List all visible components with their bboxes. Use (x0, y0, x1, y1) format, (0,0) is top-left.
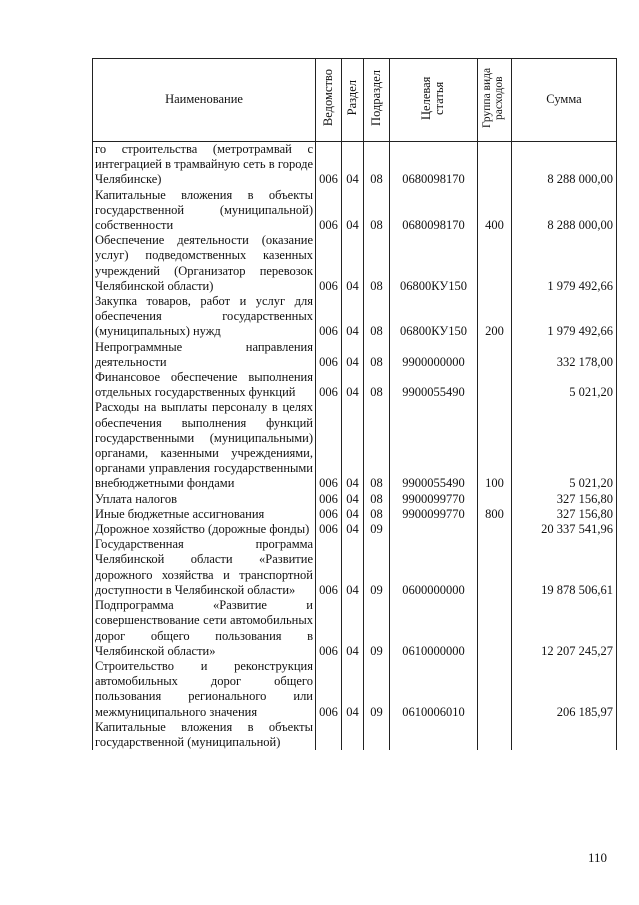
cell-name: Закупка товаров, работ и услуг для обеспечения государственных (муниципальных) нужд (93, 294, 316, 340)
cell-name: Расходы на выплаты персоналу в целях обеспечения выполнения функций государственными (муниципальными) органами, казенными учреждениями, органами управления государственными внебюджетными фондами (93, 400, 316, 491)
cell-sec: 04 (342, 400, 364, 491)
cell-name: Капитальные вложения в объекты государственной (муниципальной) (93, 720, 316, 750)
cell-target: 0610006010 (390, 659, 478, 720)
cell-grp: 800 (478, 507, 512, 522)
cell-dept: 006 (316, 507, 342, 522)
cell-sub: 08 (364, 370, 390, 400)
cell-name: Непрограммные направления деятельности (93, 340, 316, 370)
cell-name: Подпрограмма «Развитие и совершенствование сети автомобильных дорог общего пользования в Челябинской области» (93, 598, 316, 659)
cell-sub: 08 (364, 400, 390, 491)
cell-sec (342, 720, 364, 750)
cell-amount: 20 337 541,96 (512, 522, 617, 537)
cell-name: го строительства (метротрамвай с интеграцией в трамвайную сеть в городе Челябинске) (93, 142, 316, 188)
cell-target: 9900000000 (390, 340, 478, 370)
cell-amount: 1 979 492,66 (512, 233, 617, 294)
cell-sub: 09 (364, 659, 390, 720)
cell-sub: 08 (364, 492, 390, 507)
cell-grp (478, 233, 512, 294)
header-expense-group: Группа вида расходов (478, 59, 512, 142)
cell-target: 0610000000 (390, 598, 478, 659)
page-number: 110 (588, 850, 608, 865)
cell-target: 9900055490 (390, 400, 478, 491)
header-dept: Ведомство (316, 59, 342, 142)
cell-sec: 04 (342, 142, 364, 188)
cell-sub (364, 720, 390, 750)
header-target: Целевая статья (390, 59, 478, 142)
cell-name: Дорожное хозяйство (дорожные фонды) (93, 522, 316, 537)
cell-target: 9900055490 (390, 370, 478, 400)
header-subsection: Подраздел (364, 59, 390, 142)
cell-grp (478, 720, 512, 750)
cell-grp (478, 659, 512, 720)
cell-dept: 006 (316, 340, 342, 370)
cell-grp (478, 340, 512, 370)
table-row (93, 720, 617, 750)
cell-dept: 006 (316, 294, 342, 340)
cell-dept: 006 (316, 233, 342, 294)
cell-dept: 006 (316, 537, 342, 598)
cell-target: 06800КУ150 (390, 233, 478, 294)
cell-sub: 08 (364, 233, 390, 294)
header-name: Наименование (93, 59, 316, 142)
cell-name: Обеспечение деятельности (оказание услуг) подведомственных казенных учреждений (Организатор перевозок Челябинской области) (93, 233, 316, 294)
budget-table (92, 58, 617, 750)
cell-amount: 5 021,20 (512, 370, 617, 400)
cell-name: Финансовое обеспечение выполнения отдельных государственных функций (93, 370, 316, 400)
cell-name: Уплата налогов (93, 492, 316, 507)
cell-amount: 8 288 000,00 (512, 142, 617, 188)
cell-grp (478, 537, 512, 598)
cell-dept: 006 (316, 188, 342, 234)
cell-amount: 5 021,20 (512, 400, 617, 491)
table-row (93, 370, 617, 400)
cell-name: Государственная программа Челябинской области «Развитие дорожного хозяйства и транспортной доступности в Челябинской области» (93, 537, 316, 598)
table-row (93, 142, 617, 188)
cell-grp: 400 (478, 188, 512, 234)
cell-amount (512, 720, 617, 750)
cell-sub: 09 (364, 598, 390, 659)
cell-sec: 04 (342, 659, 364, 720)
cell-sub: 09 (364, 522, 390, 537)
cell-sec: 04 (342, 507, 364, 522)
cell-sec: 04 (342, 188, 364, 234)
table-row (93, 659, 617, 720)
cell-target: 0680098170 (390, 142, 478, 188)
cell-target: 06800КУ150 (390, 294, 478, 340)
cell-sec: 04 (342, 598, 364, 659)
cell-target (390, 522, 478, 537)
cell-sub: 08 (364, 142, 390, 188)
cell-sec: 04 (342, 537, 364, 598)
table-row (93, 400, 617, 491)
cell-grp (478, 598, 512, 659)
cell-target: 9900099770 (390, 492, 478, 507)
cell-dept: 006 (316, 659, 342, 720)
header-amount: Сумма (512, 59, 617, 142)
cell-amount: 206 185,97 (512, 659, 617, 720)
cell-amount: 1 979 492,66 (512, 294, 617, 340)
cell-sub: 08 (364, 340, 390, 370)
table-row (93, 598, 617, 659)
cell-sec: 04 (342, 294, 364, 340)
table-header-row (93, 59, 617, 142)
header-section: Раздел (342, 59, 364, 142)
cell-grp (478, 142, 512, 188)
cell-grp: 200 (478, 294, 512, 340)
cell-dept: 006 (316, 142, 342, 188)
cell-target (390, 720, 478, 750)
cell-sub: 08 (364, 507, 390, 522)
cell-sub: 08 (364, 188, 390, 234)
cell-name: Капитальные вложения в объекты государственной (муниципальной) собственности (93, 188, 316, 234)
cell-target: 9900099770 (390, 507, 478, 522)
cell-sec: 04 (342, 370, 364, 400)
cell-sub: 08 (364, 294, 390, 340)
cell-dept: 006 (316, 522, 342, 537)
cell-amount: 332 178,00 (512, 340, 617, 370)
cell-dept: 006 (316, 400, 342, 491)
table-row (93, 537, 617, 598)
cell-target: 0680098170 (390, 188, 478, 234)
cell-sec: 04 (342, 340, 364, 370)
cell-grp (478, 522, 512, 537)
cell-grp: 100 (478, 400, 512, 491)
cell-name: Иные бюджетные ассигнования (93, 507, 316, 522)
table-row (93, 294, 617, 340)
table-row (93, 233, 617, 294)
cell-amount: 12 207 245,27 (512, 598, 617, 659)
cell-dept: 006 (316, 370, 342, 400)
table-row (93, 188, 617, 234)
cell-dept (316, 720, 342, 750)
table-row (93, 507, 617, 522)
table-row (93, 522, 617, 537)
cell-amount: 19 878 506,61 (512, 537, 617, 598)
cell-dept: 006 (316, 598, 342, 659)
table-row (93, 492, 617, 507)
cell-grp (478, 370, 512, 400)
cell-sec: 04 (342, 233, 364, 294)
table-body (93, 142, 617, 751)
cell-dept: 006 (316, 492, 342, 507)
cell-name: Строительство и реконструкция автомобильных дорог общего пользования регионального или межмуниципального значения (93, 659, 316, 720)
cell-sub: 09 (364, 537, 390, 598)
cell-amount: 327 156,80 (512, 492, 617, 507)
cell-sec: 04 (342, 522, 364, 537)
cell-amount: 327 156,80 (512, 507, 617, 522)
cell-sec: 04 (342, 492, 364, 507)
cell-target: 0600000000 (390, 537, 478, 598)
cell-grp (478, 492, 512, 507)
table-row (93, 340, 617, 370)
cell-amount: 8 288 000,00 (512, 188, 617, 234)
